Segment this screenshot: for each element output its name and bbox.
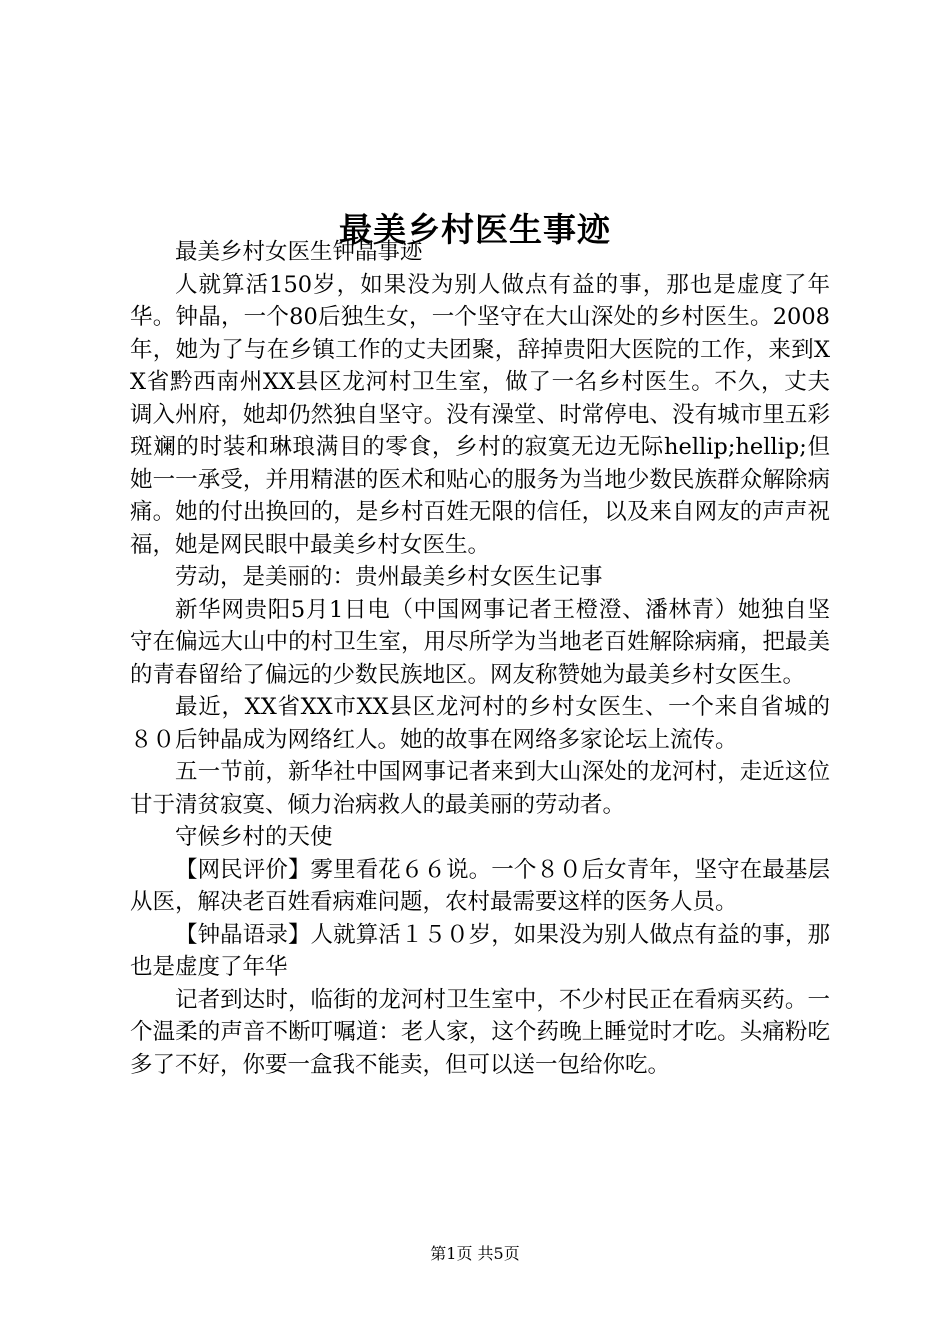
paragraph-quote: 【钟晶语录】人就算活１５０岁，如果没为别人做点有益的事，那也是虚度了年华 [130, 921, 830, 980]
paragraph-subtitle-2: 劳动，是美丽的：贵州最美乡村女医生记事 [175, 564, 603, 590]
paragraph-subtitle-1: 最美乡村女医生钟晶事迹 [175, 239, 423, 265]
document-title: 最美乡村医生事迹 [339, 210, 611, 250]
paragraph-body: 最近，XX省XX市XX县区龙河村的乡村女医生、一个来自省城的８０后钟晶成为网络红人。她的故事在网络多家论坛上流传。 [130, 694, 830, 753]
paragraph-subtitle-3: 守候乡村的天使 [175, 824, 333, 850]
paragraph-body: 新华网贵阳5月1日电（中国网事记者王橙澄、潘林青）她独自坚守在偏远大山中的村卫生室，用尽所学为当地老百姓解除病痛，把最美的青春留给了偏远的少数民族地区。网友称赞她为最美乡村女医生。 [130, 596, 830, 688]
paragraph-body: 人就算活150岁，如果没为别人做点有益的事，那也是虚度了年华。钟晶，一个80后独生女，一个坚守在大山深处的乡村医生。2008年，她为了与在乡镇工作的丈夫团聚，辞掉贵阳大医院的工作，来到XX省黔西南州XX县区龙河村卫生室，做了一名乡村医生。不久，丈夫调入州府，她却仍然独自坚守。没有澡堂、时常停电、没有城市里五彩斑斓的时装和琳琅满目的零食，乡村的寂寞无边无际hellip;hellip;但她一一承受，并用精湛的医术和贴心的服务为当地少数民族群众解除病痛。她的付出换回的，是乡村百姓无限的信任，以及来自网友的声声祝福，她是网民眼中最美乡村女医生。 [130, 271, 830, 558]
paragraph-body: 五一节前，新华社中国网事记者来到大山深处的龙河村，走近这位甘于清贫寂寞、倾力治病救人的最美丽的劳动者。 [130, 759, 830, 818]
paragraph-netizen-comment: 【网民评价】雾里看花６６说。一个８０后女青年，坚守在最基层从医，解决老百姓看病难问题，农村最需要这样的医务人员。 [130, 856, 830, 915]
paragraph-body: 记者到达时，临街的龙河村卫生室中，不少村民正在看病买药。一个温柔的声音不断叮嘱道：老人家，这个药晚上睡觉时才吃。头痛粉吃多了不好，你要一盒我不能卖，但可以送一包给你吃。 [130, 986, 830, 1078]
page-number-footer: 第1页 共5页 [430, 1244, 520, 1263]
document-body [130, 236, 830, 1081]
